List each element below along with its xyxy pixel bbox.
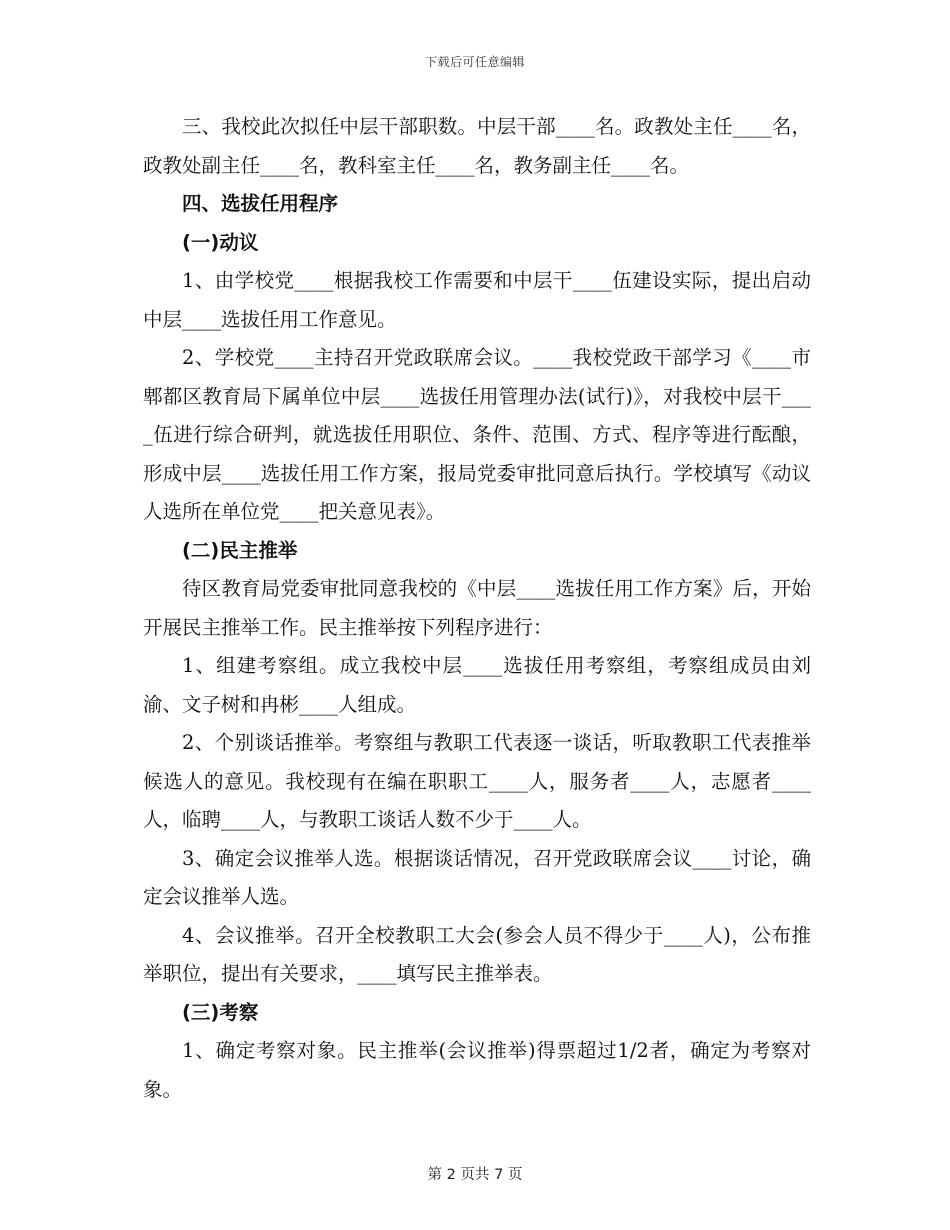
paragraph-nomination-4: 4、会议推举。召开全校教职工大会(参会人员不得少于____人)，公布推举职位，提出有关要求，____填写民主推举表。: [143, 923, 811, 985]
paragraph-inspection-1: 1、确定考察对象。民主推举(会议推举)得票超过1/2者，确定为考察对象。: [143, 1039, 811, 1101]
paragraph-nomination-2: 2、个别谈话推举。考察组与教职工代表逐一谈话，听取教职工代表推举候选人的意见。我校现有在编在职职工____人，服务者____人，志愿者____人，临聘____人，与教职工谈话人数不少于____人。: [143, 731, 811, 831]
subheading-motion: (一)动议: [182, 230, 259, 254]
subheading-democratic-nomination: (二)民主推举: [182, 538, 298, 562]
paragraph-nomination-intro: 待区教育局党委审批同意我校的《中层____选拔任用工作方案》后，开始开展民主推举工作。民主推举按下列程序进行：: [143, 577, 811, 639]
paragraph-motion-2: 2、学校党____主持召开党政联席会议。____我校党政干部学习《____市郫都区教育局下属单位中层____选拔任用管理办法(试行)》，对我校中层干____伍进行综合研判，就选拔任用职位、条件、范围、方式、程序等进行酝酿，形成中层____选拔任用工作方案，报局党委审批同意后执行。学校填写《动议人选所在单位党____把关意见表》。: [143, 346, 811, 523]
paragraph-nomination-1: 1、组建考察组。成立我校中层____选拔任用考察组，考察组成员由刘渝、文子树和冉彬____人组成。: [143, 654, 811, 716]
paragraph-nomination-3: 3、确定会议推举人选。根据谈话情况，召开党政联席会议____讨论，确定会议推举人选。: [143, 846, 811, 908]
subheading-inspection: (三)考察: [182, 1000, 259, 1024]
paragraph-staffing-count: 三、我校此次拟任中层干部职数。中层干部____名。政教处主任____名，政教处副主任____名，教科室主任____名，教务副主任____名。: [143, 115, 811, 177]
paragraph-motion-1: 1、由学校党____根据我校工作需要和中层干____伍建设实际，提出启动中层____选拔任用工作意见。: [143, 269, 811, 331]
page-footer: 第 2 页共 7 页: [427, 1167, 523, 1183]
page-header: 下载后可任意编辑: [424, 55, 525, 69]
heading-selection-procedure: 四、选拔任用程序: [182, 192, 339, 215]
document-body: [143, 108, 811, 1109]
